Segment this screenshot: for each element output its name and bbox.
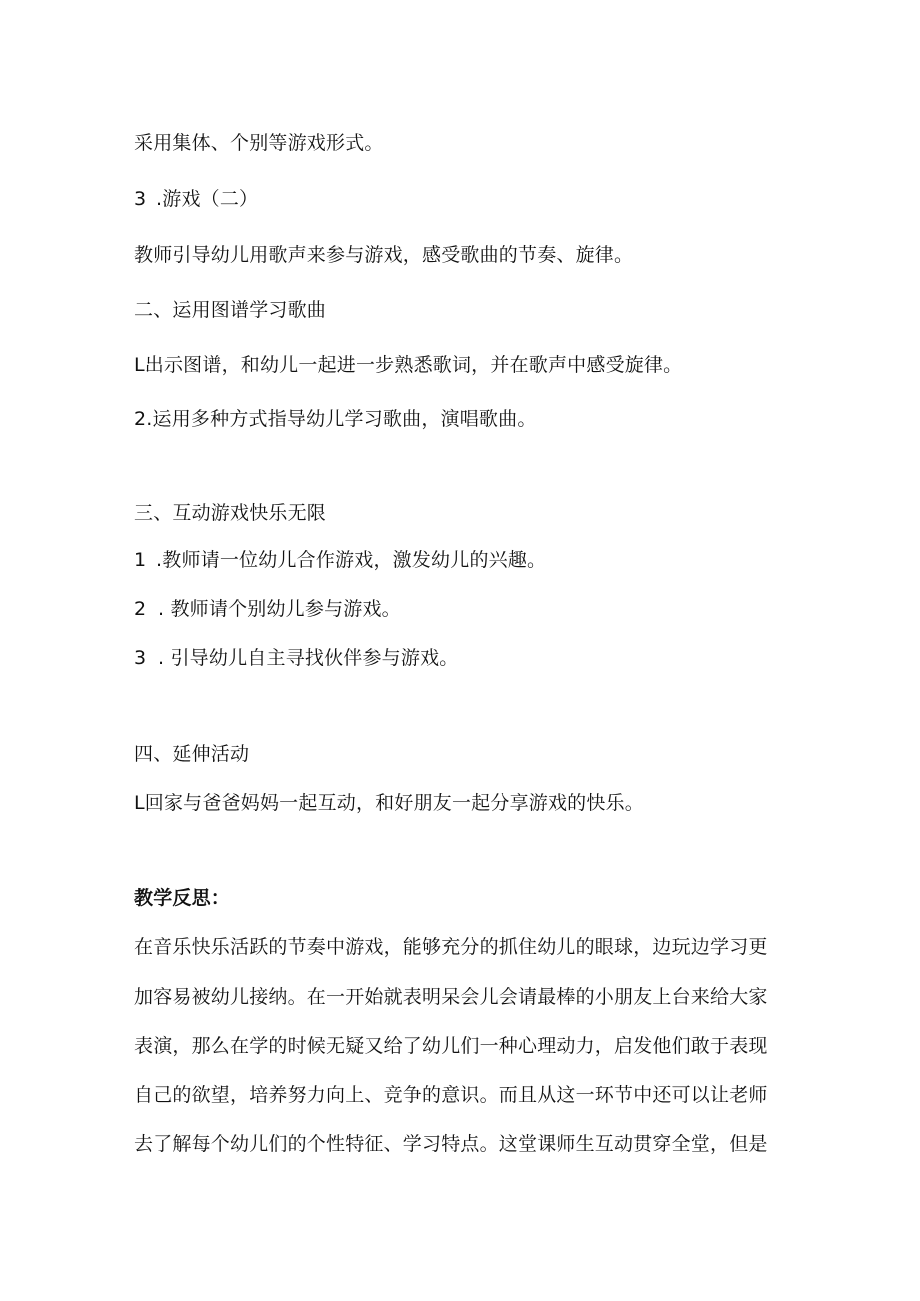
reflection-heading: 教学反思： [134, 887, 231, 909]
section-heading: 三、互动游戏快乐无限 [134, 502, 327, 524]
paragraph-line: 表演，那么在学的时候无疑又给了幼儿们一种心理动力，启发他们敢于表现 [134, 1035, 768, 1057]
paragraph-line: 加容易被幼儿接纳。在一开始就表明呆会儿会请最棒的小朋友上台来给大家 [134, 986, 768, 1008]
list-item-heading [134, 186, 258, 212]
list-item-text: .游戏（二） [156, 188, 259, 210]
list-item [134, 645, 458, 671]
list-number: 1 [134, 549, 147, 571]
paragraph-line: 在音乐快乐活跃的节奏中游戏，能够充分的抓住幼儿的眼球，边玩边学习更 [134, 936, 768, 958]
list-item-text: .教师请一位幼儿合作游戏，激发幼儿的兴趣。 [156, 549, 547, 571]
list-item-text: . 引导幼儿自主寻找伙伴参与游戏。 [158, 647, 459, 669]
list-item [134, 547, 546, 573]
paragraph-line: 自己的欲望，培养努力向上、竞争的意识。而且从这一环节中还可以让老师 [134, 1084, 768, 1106]
list-item [134, 596, 401, 622]
list-number: 3 [134, 188, 147, 210]
paragraph-line: 教师引导幼儿用歌声来参与游戏，感受歌曲的节奏、旋律。 [134, 244, 634, 266]
section-heading: 二、运用图谱学习歌曲 [134, 299, 327, 321]
list-item: 2.运用多种方式指导幼儿学习歌曲，演唱歌曲。 [134, 408, 537, 430]
list-item: L出示图谱，和幼儿一起进一步熟悉歌词，并在歌声中感受旋律。 [134, 354, 683, 376]
list-number: 3 [134, 647, 147, 669]
list-item: L回家与爸爸妈妈一起互动，和好朋友一起分享游戏的快乐。 [134, 792, 644, 814]
list-number: 2 [134, 598, 147, 620]
paragraph-line: 去了解每个幼儿们的个性特征、学习特点。这堂课师生互动贯穿全堂，但是 [134, 1133, 768, 1155]
section-heading: 四、延伸活动 [134, 743, 250, 765]
list-item-text: . 教师请个别幼儿参与游戏。 [158, 598, 401, 620]
paragraph-line: 采用集体、个别等游戏形式。 [134, 132, 384, 154]
